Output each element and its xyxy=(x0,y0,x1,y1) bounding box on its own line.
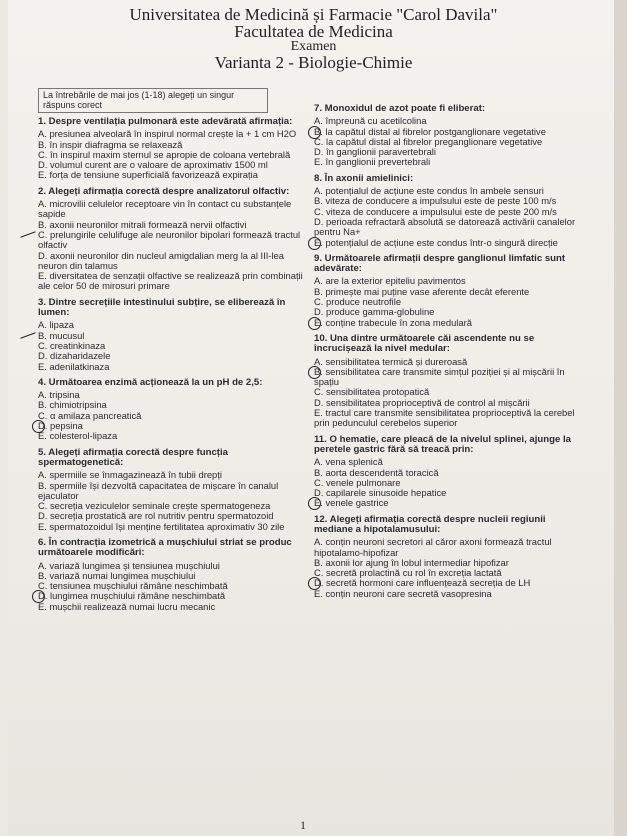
answer-option xyxy=(314,217,579,238)
answer-option-text: A. sensibilitatea termică și dureroasă xyxy=(314,355,468,367)
faculty-name: Facultatea de Medicina xyxy=(234,22,393,41)
question-title: 1. Despre ventilația pulmonară este adevărată afirmația: xyxy=(38,116,293,127)
question-title: 7. Monoxidul de azot poate fi eliberat: xyxy=(314,103,486,114)
answer-option-text: A. microvilii celulelor receptoare vin în contact cu substanțele sapide xyxy=(38,198,292,220)
answer-option xyxy=(38,199,310,220)
answer-option-text: C. secreția veziculelor seminale crește spermatogeneza xyxy=(38,500,271,512)
answer-option-text: C. venele pulmonare xyxy=(314,476,401,488)
answer-option xyxy=(38,481,310,502)
answer-option-text: B. chimiotripsina xyxy=(38,399,107,411)
question-title: 3. Dintre secrețiile intestinului subțire, se eliberează în lumen: xyxy=(38,296,286,319)
answer-option-text: C. creatinkinaza xyxy=(38,339,106,351)
question xyxy=(314,174,579,248)
answer-option-text: A. împreună cu acetilcolina xyxy=(314,115,427,127)
answer-option-text: C. în inspirul maxim sternul se apropie de coloana vertebrală xyxy=(38,148,291,160)
answer-option-text: D. perioada refractară absolută se datorează activării canalelor pentru Na+ xyxy=(314,215,576,238)
exam-label: Examen xyxy=(290,39,337,54)
question xyxy=(314,254,579,328)
question xyxy=(38,298,310,372)
answer-option-text: D. dizaharidazele xyxy=(38,350,111,362)
answer-option xyxy=(38,362,310,372)
answer-option-text: A. variază lungimea și tensiunea mușchiului xyxy=(38,559,220,571)
circled-answer-mark xyxy=(308,497,321,510)
circled-answer-mark xyxy=(308,237,321,250)
circled-answer-mark xyxy=(308,317,321,330)
answer-option-text: D. capilarele sinusoide hepatice xyxy=(314,487,447,499)
answer-option-text: D. lungimea mușchiului rămâne neschimbată xyxy=(38,590,226,602)
answer-option xyxy=(38,271,310,292)
answer-option-text: E. forța de tensiune superficială favorizează expirația xyxy=(38,169,258,181)
answer-option-text: E. potențialul de acțiune este condus într-o singură direcție xyxy=(314,236,558,248)
answer-option-text: D. axonii neuronilor din nucleul amigdalian merg la al III-lea neuron din talamus xyxy=(38,249,284,271)
answer-option-text: A. presiunea alveolară în inspirul normal crește la + 1 cm H2O xyxy=(38,128,297,140)
answer-option-text: A. potențialul de acțiune este condus în ambele sensuri xyxy=(314,185,544,197)
answer-option xyxy=(314,498,579,508)
question xyxy=(38,117,310,181)
left-column xyxy=(38,88,310,618)
answer-option-text: D. secreția prostatică are rol nutritiv pentru spermatozoid xyxy=(38,510,274,522)
question-title: 8. În axonii amielinici: xyxy=(314,172,414,184)
question xyxy=(38,448,310,532)
answer-option-text: C. α amilaza pancreatică xyxy=(38,409,142,421)
answer-option-text: E. spermatozoidul își menține fertilitatea aproximativ 30 zile xyxy=(38,520,285,532)
exam-header xyxy=(0,6,627,71)
answer-option-text: E. tractul care transmite sensibilitatea proprioceptivă la cerebel prin pedunculul cerebelos superior xyxy=(314,407,575,429)
answer-option xyxy=(314,589,579,599)
answer-option-text: E. venele gastrice xyxy=(314,497,389,509)
answer-option-text: E. în ganglionii prevertebrali xyxy=(314,156,431,168)
answer-option-text: E. conțin neuroni care secretă vasopresina xyxy=(314,587,492,599)
question-title: 11. O hematie, care pleacă de la nivelul splinei, ajunge la peretele gastric fără să treacă prin: xyxy=(314,433,572,455)
answer-option xyxy=(38,230,310,251)
answer-option-text: C. prelungirile celulifuge ale neuronilor bipolari formează tractul olfactiv xyxy=(38,228,301,251)
question-title: 5. Alegeți afirmația corectă despre funcția spermatogenetică: xyxy=(38,446,228,468)
answer-option-text: B. mucusul xyxy=(38,329,85,341)
answer-option-text: E. adenilatkinaza xyxy=(38,360,110,372)
answer-option-text: B. spermiile își dezvoltă capacitatea de mișcare în canalul ejaculator xyxy=(38,479,279,501)
answer-option-text: C. sensibilitatea protopatică xyxy=(314,386,430,398)
answer-option-text: D. pepsina xyxy=(38,420,83,432)
answer-option-text: C. produce neutrofile xyxy=(314,296,402,308)
answer-option xyxy=(314,318,579,328)
question xyxy=(38,378,310,442)
answer-option-text: E. mușchii realizează numai lucru mecanic xyxy=(38,600,216,612)
answer-option xyxy=(38,522,310,532)
variant-label: Varianta 2 - Biologie-Chimie xyxy=(214,53,413,72)
answer-option-text: B. axonii neuronilor mitrali formează nervii olfactivi xyxy=(38,218,247,230)
answer-option-text: E. diversitatea de senzații olfactive se realizează prin combinații ale celor 50 de mirosuri primare xyxy=(38,270,303,292)
question-title: 4. Următoarea enzimă acționează la un pH de 2,5: xyxy=(38,376,263,388)
question-title: 6. În contracția izometrică a mușchiului striat se produc următoarele modificări: xyxy=(38,536,292,559)
answer-option-text: A. are la exterior epiteliu pavimentos xyxy=(314,275,466,287)
question-title: 9. Următoarele afirmații despre ganglionul limfatic sunt adevărate: xyxy=(314,252,566,275)
page-number: 1 xyxy=(300,818,306,832)
answer-option xyxy=(314,157,579,167)
answer-option xyxy=(314,537,579,558)
answer-option xyxy=(314,367,579,388)
answer-option-text: D. produce gamma-globuline xyxy=(314,306,435,318)
answer-option-text: A. tripsina xyxy=(38,389,80,401)
answer-option-text: D. volumul curent are o valoare de aproximativ 1500 ml xyxy=(38,159,268,171)
answer-option-text: C. la capătul distal al fibrelor preganglionare vegetative xyxy=(314,135,543,147)
question-title: 2. Alegeți afirmația corectă despre analizatorul olfactiv: xyxy=(38,185,290,197)
answer-option-text: B. primește mai puține vase aferente decât eferente xyxy=(314,285,530,297)
answer-option-text: A. conțin neuroni secretori al căror axoni formează tractul hipotalamo-hipofizar xyxy=(314,536,552,558)
question xyxy=(38,538,310,612)
answer-option-text: A. lipaza xyxy=(38,319,74,331)
answer-option-text: C. secretă prolactină cu rol în excreția lactată xyxy=(314,567,502,579)
answer-option-text: D. în ganglionii paravertebrali xyxy=(314,146,436,158)
question xyxy=(314,334,579,429)
question xyxy=(314,515,579,599)
answer-option xyxy=(38,431,310,441)
answer-option-text: D. secretă hormoni care influențează secreția de LH xyxy=(314,577,531,589)
answer-option xyxy=(38,170,310,180)
answer-option-text: C. tensiunea mușchiului rămâne neschimbată xyxy=(38,580,228,592)
answer-option-text: E. colesterol-lipaza xyxy=(38,430,118,442)
answer-option xyxy=(38,251,310,272)
question-title: 12. Alegeți afirmația corectă despre nucleii regiunii mediane a hipotalamusului: xyxy=(314,513,546,535)
paper-edge xyxy=(614,0,627,836)
right-column xyxy=(314,104,579,605)
question xyxy=(314,435,579,509)
answer-option-text: E. conține trabecule în zona medulară xyxy=(314,316,472,328)
question xyxy=(314,104,579,168)
answer-option-text: B. axonii lor ajung în lobul intermediar hipofizar xyxy=(314,556,509,568)
instructions-box: La întrebările de mai jos (1-18) alegeți un singur răspuns corect xyxy=(38,88,268,113)
university-name: Universitatea de Medicină și Farmacie "Carol Davila" xyxy=(129,5,498,24)
answer-option-text: D. sensibilitatea proprioceptivă de control al mișcării xyxy=(314,396,530,408)
answer-option-text: B. sensibilitatea care transmite simțul poziției și al mișcării în spațiu xyxy=(314,365,565,388)
answer-option xyxy=(38,602,310,612)
answer-option-text: A. spermiile se înmagazinează în tubii drepți xyxy=(38,469,222,481)
answer-option-text: A. vena splenică xyxy=(314,456,383,468)
answer-option-text: B. variază numai lungimea mușchiului xyxy=(38,569,196,581)
question-title: 10. Una dintre următoarele căi ascendente nu se încrucișează la nivel medular: xyxy=(314,332,535,355)
answer-option-text: B. la capătul distal al fibrelor postganglionare vegetative xyxy=(314,125,546,137)
answer-option-text: C. viteza de conducere a impulsului este de peste 200 m/s xyxy=(314,205,557,217)
answer-option-text: B. aorta descendentă toracică xyxy=(314,466,439,478)
answer-option-text: B. în inspir diafragma se relaxează xyxy=(38,138,183,150)
question xyxy=(38,187,310,292)
answer-option xyxy=(314,238,579,248)
answer-option-text: B. viteza de conducere a impulsului este de peste 100 m/s xyxy=(314,195,557,207)
circled-answer-mark xyxy=(308,366,321,379)
answer-option xyxy=(314,408,579,429)
